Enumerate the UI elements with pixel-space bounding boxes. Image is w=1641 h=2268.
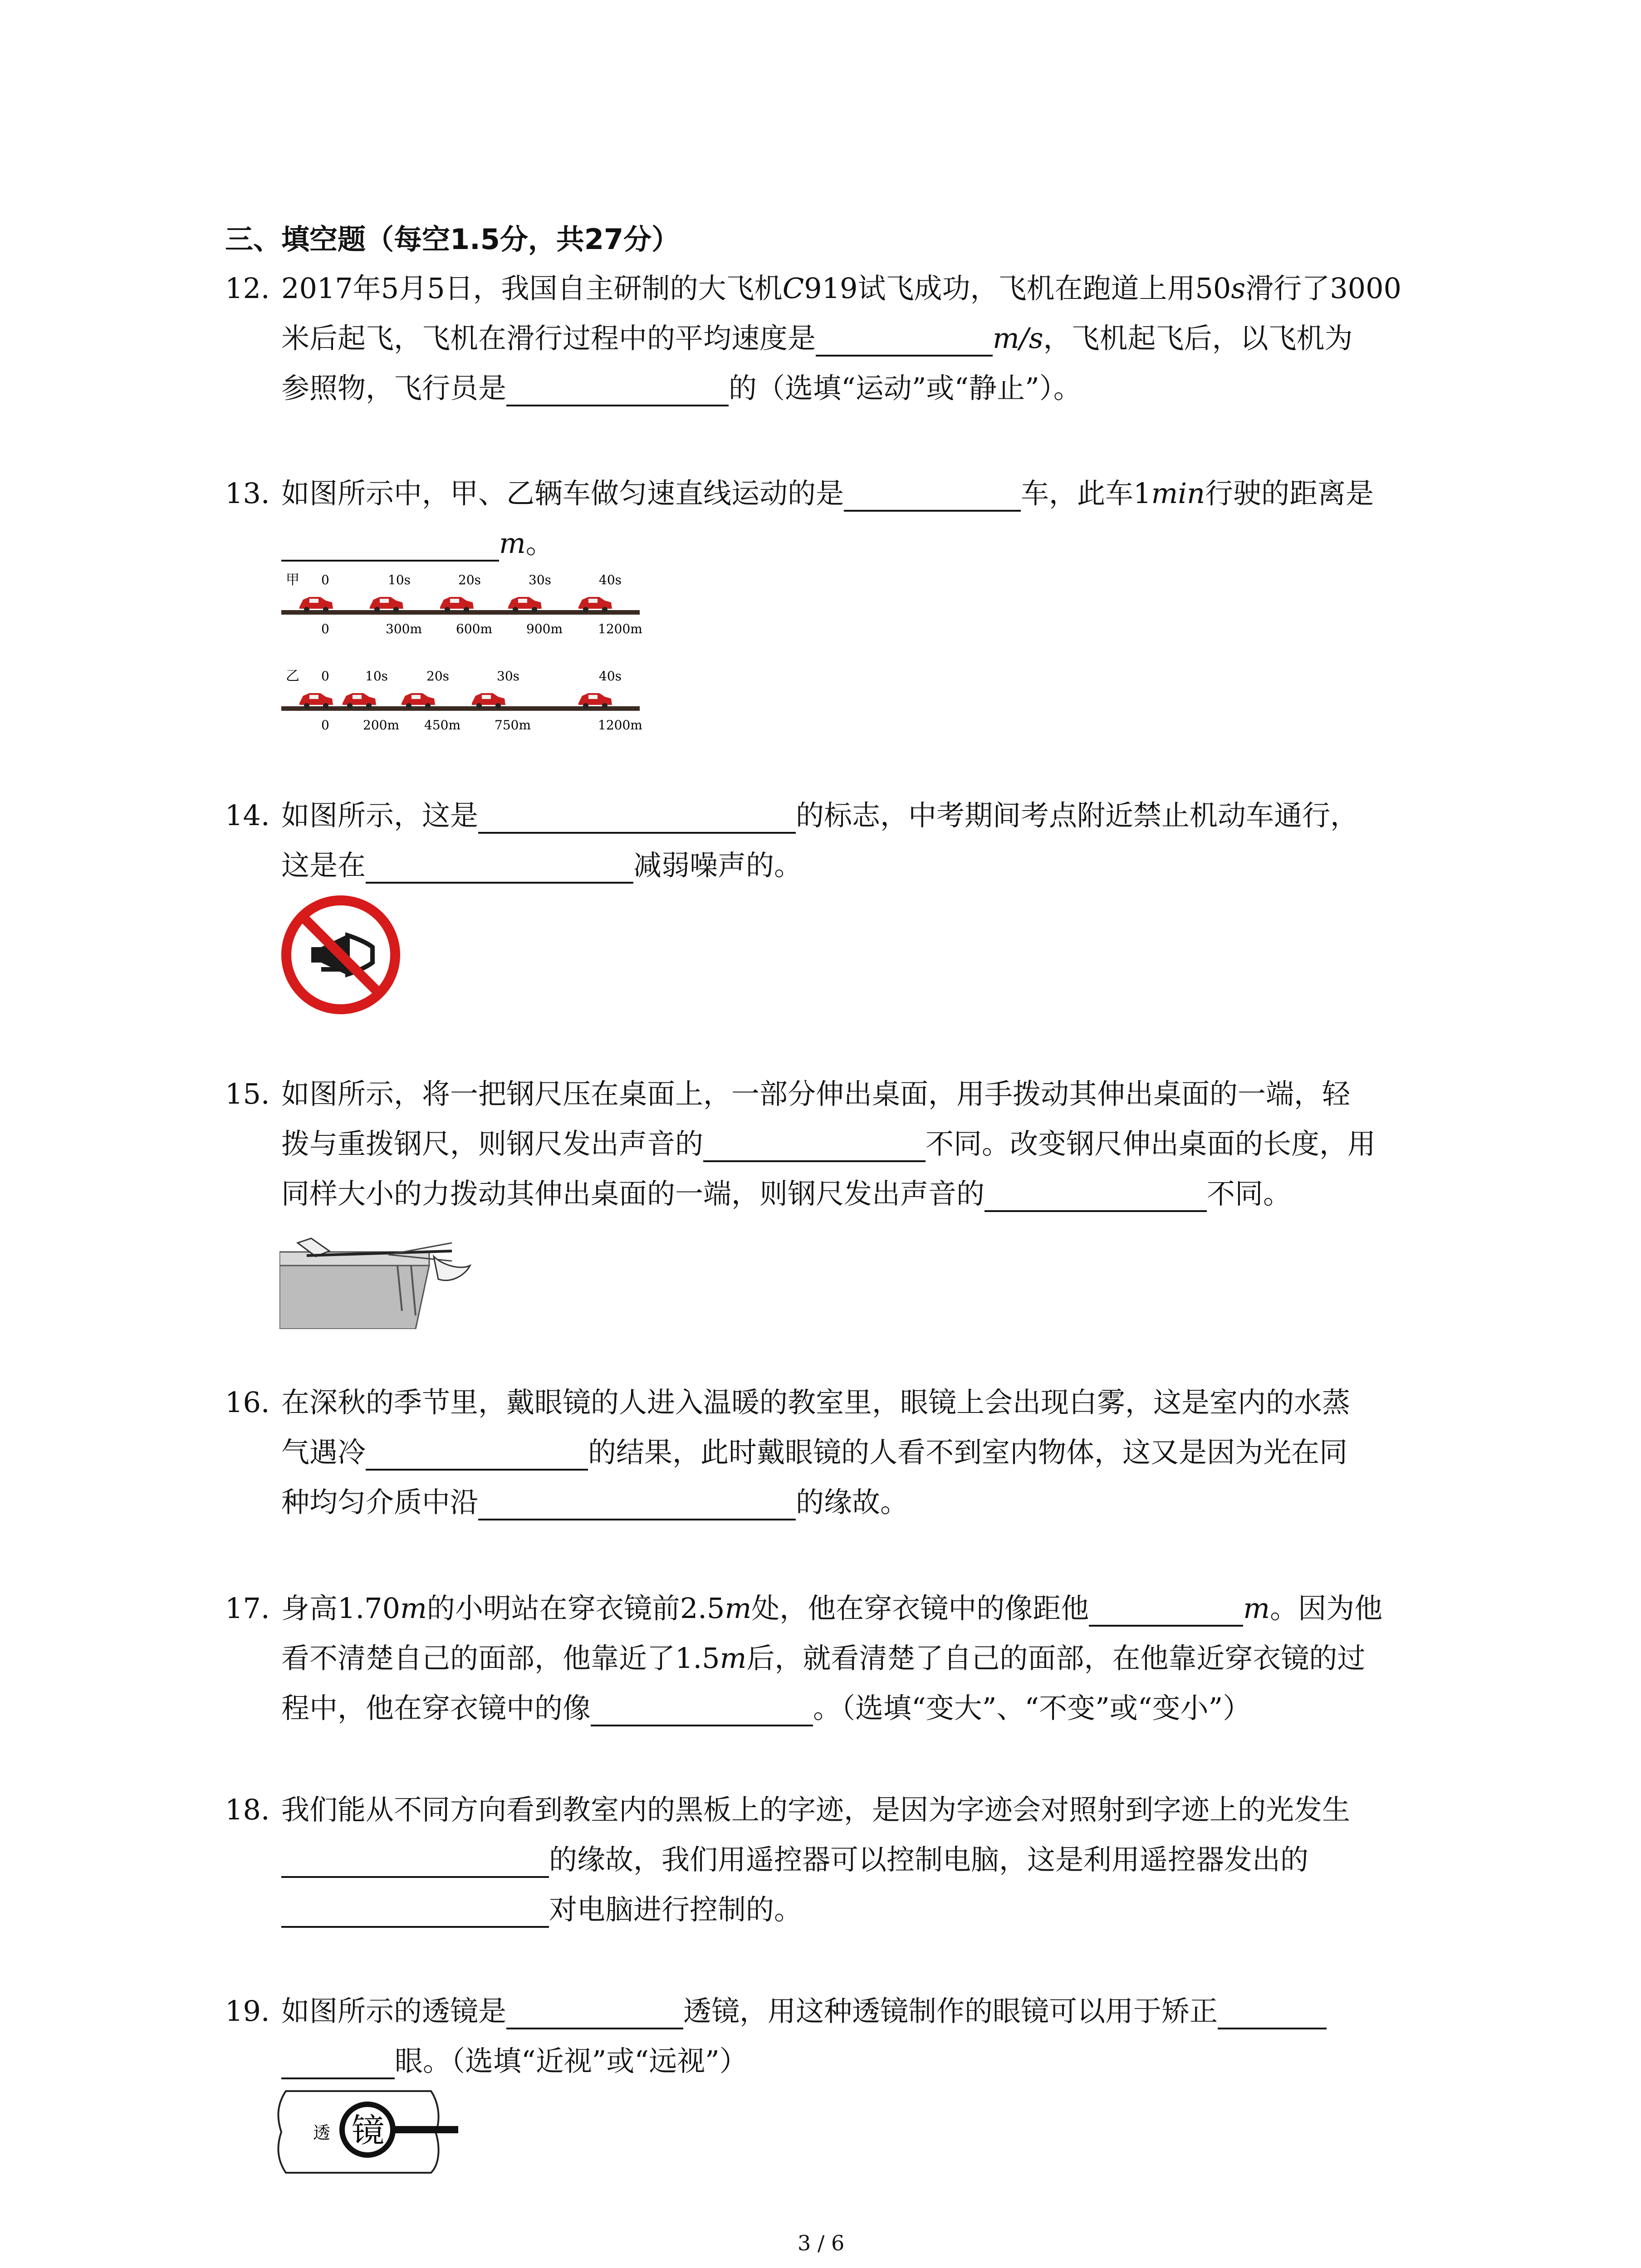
question-line xyxy=(281,1176,1291,1212)
question-line xyxy=(281,1842,1308,1878)
time-label: 20s xyxy=(426,669,449,684)
no-honking-sign-icon xyxy=(279,894,402,1016)
text: ，飞机起飞后，以飞机为 xyxy=(1043,322,1353,355)
text: 后，就看清楚了自己的面部，在他靠近穿衣镜的过 xyxy=(746,1642,1366,1675)
text: 种均匀介质中沿 xyxy=(281,1486,479,1519)
question-line xyxy=(281,1484,908,1520)
row-jia xyxy=(281,572,642,636)
text: 。（选填“变大”、“不变”或“变小”） xyxy=(813,1691,1251,1725)
text: 的标志，中考期间考点附近禁止机动车通行， xyxy=(796,799,1359,832)
question-line: 我们能从不同方向看到教室内的黑板上的字迹，是因为字迹会对照射到字迹上的光发生 xyxy=(281,1793,1351,1826)
question-number: 16. xyxy=(225,1386,270,1419)
text: 的缘故，我们用遥控器可以控制电脑，这是利用遥控器发出的 xyxy=(549,1843,1309,1876)
lens-figure-big-char: 镜 xyxy=(352,2112,385,2150)
answer-blank[interactable] xyxy=(478,802,796,834)
time-label: 30s xyxy=(529,572,551,587)
car-icon xyxy=(508,597,542,612)
question-number: 18. xyxy=(225,1793,270,1826)
text: 的缘故。 xyxy=(796,1486,909,1519)
row-label: 乙 xyxy=(286,668,299,684)
text: m xyxy=(1243,1592,1270,1625)
distance-label: 300m xyxy=(386,621,422,636)
distance-label: 750m xyxy=(495,718,531,733)
question-line xyxy=(281,1640,1365,1677)
distance-label: 600m xyxy=(456,621,492,636)
text: 919试飞成功，飞机在跑道上用50 xyxy=(804,272,1231,305)
steel-ruler-on-desk-figure xyxy=(279,1225,479,1329)
question-line xyxy=(281,1126,1376,1162)
time-label: 10s xyxy=(388,572,411,587)
distance-label: 0 xyxy=(321,621,329,636)
time-label: 0 xyxy=(321,669,329,684)
text: 的结果，此时戴眼镜的人看不到室内物体，这又是因为光在同 xyxy=(588,1436,1348,1469)
text: min xyxy=(1151,477,1205,510)
distance-label: 200m xyxy=(363,718,399,733)
distance-label: 0 xyxy=(321,718,329,733)
question-line xyxy=(281,1993,1327,2029)
question-number: 13. xyxy=(225,477,270,510)
text: 同样大小的力拨动其伸出桌面的一端，则钢尺发出声音的 xyxy=(281,1177,985,1210)
answer-blank[interactable] xyxy=(478,1489,796,1520)
question-line xyxy=(281,2043,748,2079)
answer-blank[interactable] xyxy=(506,375,729,406)
car-icon xyxy=(472,693,505,709)
question-line: 如图所示，将一把钢尺压在桌面上，一部分伸出桌面，用手拨动其伸出桌面的一端，轻 xyxy=(281,1077,1351,1110)
text: C xyxy=(782,272,804,305)
distance-label: 1200m xyxy=(598,718,642,733)
question-line: 在深秋的季节里，戴眼镜的人进入温暖的教室里，眼镜上会出现白雾，这是室内的水蒸 xyxy=(281,1386,1351,1419)
car-icon xyxy=(578,693,612,709)
section-title: 三、填空题（每空1.5分，共27分） xyxy=(225,223,680,256)
text: m xyxy=(400,1592,427,1625)
lens-figure xyxy=(277,2087,463,2177)
text: 米后起飞，飞机在滑行过程中的平均速度是 xyxy=(281,322,816,355)
cars-motion-figure xyxy=(272,562,649,738)
question-line xyxy=(281,1434,1347,1471)
text: m xyxy=(725,1592,752,1625)
car-icon xyxy=(299,597,333,612)
lens-figure-small-char: 透 xyxy=(313,2123,331,2143)
answer-blank[interactable] xyxy=(366,852,633,884)
question-number: 14. xyxy=(225,799,270,832)
text: 不同。 xyxy=(1207,1177,1292,1210)
text: 对电脑进行控制的。 xyxy=(549,1893,803,1926)
text: 处，他在穿衣镜中的像距他 xyxy=(751,1592,1089,1625)
answer-blank[interactable] xyxy=(985,1180,1207,1212)
answer-blank[interactable] xyxy=(281,530,499,562)
question-line xyxy=(281,475,1374,512)
question-number: 17. xyxy=(225,1592,270,1625)
question-line xyxy=(281,1590,1382,1627)
text: 这是在 xyxy=(281,849,366,882)
time-label: 10s xyxy=(365,669,388,684)
text: 气遇冷 xyxy=(281,1436,366,1469)
text: m xyxy=(499,527,526,560)
text: s xyxy=(1231,272,1246,305)
time-label: 30s xyxy=(497,669,519,684)
question-line xyxy=(281,320,1353,357)
answer-blank[interactable] xyxy=(366,1439,588,1471)
text: 程中，他在穿衣镜中的像 xyxy=(281,1691,591,1725)
text: 拨与重拨钢尺，则钢尺发出声音的 xyxy=(281,1127,704,1160)
question-line xyxy=(281,1892,802,1928)
time-label: 0 xyxy=(321,572,329,587)
text: 减弱噪声的。 xyxy=(633,849,803,882)
answer-blank[interactable] xyxy=(281,2048,395,2079)
answer-blank[interactable] xyxy=(844,480,1021,512)
car-icon xyxy=(343,693,376,709)
row-yi xyxy=(281,668,642,733)
distance-label: 450m xyxy=(424,718,460,733)
text: 如图所示中，甲、乙辆车做匀速直线运动的是 xyxy=(281,477,844,510)
question-number: 15. xyxy=(225,1077,270,1110)
question-line xyxy=(281,370,1082,406)
text: 参照物，飞行员是 xyxy=(281,371,507,405)
question-line xyxy=(281,525,554,562)
car-icon xyxy=(299,693,333,709)
text: 。 xyxy=(525,527,554,560)
text: 眼。（选填“近视”或“远视”） xyxy=(395,2044,748,2077)
text: 身高1.70 xyxy=(281,1592,401,1625)
text: 如图所示，这是 xyxy=(281,799,479,832)
question-number: 19. xyxy=(225,1994,270,2028)
question-line xyxy=(281,847,802,884)
text: 车，此车1 xyxy=(1021,477,1151,510)
answer-blank[interactable] xyxy=(591,1695,813,1726)
text: 透镜，用这种透镜制作的眼镜可以用于矫正 xyxy=(683,1994,1218,2028)
car-icon xyxy=(578,597,612,612)
car-icon xyxy=(440,597,474,612)
answer-blank[interactable] xyxy=(1089,1595,1243,1627)
time-label: 40s xyxy=(599,669,622,684)
answer-blank[interactable] xyxy=(1218,1998,1327,2029)
answer-blank[interactable] xyxy=(506,1998,683,2029)
car-icon xyxy=(402,693,435,709)
time-label: 40s xyxy=(599,572,622,587)
question-number: 12. xyxy=(225,272,270,305)
text: 2017年5月5日，我国自主研制的大飞机 xyxy=(281,272,783,305)
text: 如图所示的透镜是 xyxy=(281,1994,507,2028)
text: 的小明站在穿衣镜前2.5 xyxy=(426,1592,725,1625)
answer-blank[interactable] xyxy=(703,1130,926,1162)
distance-label: 900m xyxy=(526,621,563,636)
text: 滑行了3000 xyxy=(1245,272,1401,305)
question-line xyxy=(281,270,1401,307)
question-line xyxy=(281,1690,1251,1726)
text: m xyxy=(720,1642,747,1675)
text: 不同。改变钢尺伸出桌面的长度，用 xyxy=(926,1127,1376,1160)
time-label: 20s xyxy=(458,572,481,587)
text: 的（选填“运动”或“静止”）。 xyxy=(729,371,1082,405)
text: 行驶的距离是 xyxy=(1205,477,1374,510)
question-line xyxy=(281,797,1358,834)
text: 看不清楚自己的面部，他靠近了1.5 xyxy=(281,1642,720,1675)
row-label: 甲 xyxy=(286,572,299,588)
answer-blank[interactable] xyxy=(281,1896,549,1928)
answer-blank[interactable] xyxy=(816,325,993,357)
car-icon xyxy=(370,597,403,612)
distance-label: 1200m xyxy=(598,621,642,636)
answer-blank[interactable] xyxy=(281,1846,549,1878)
text: m/s xyxy=(993,322,1043,355)
text: 。因为他 xyxy=(1270,1592,1383,1625)
page-number: 3 / 6 xyxy=(798,2231,845,2255)
